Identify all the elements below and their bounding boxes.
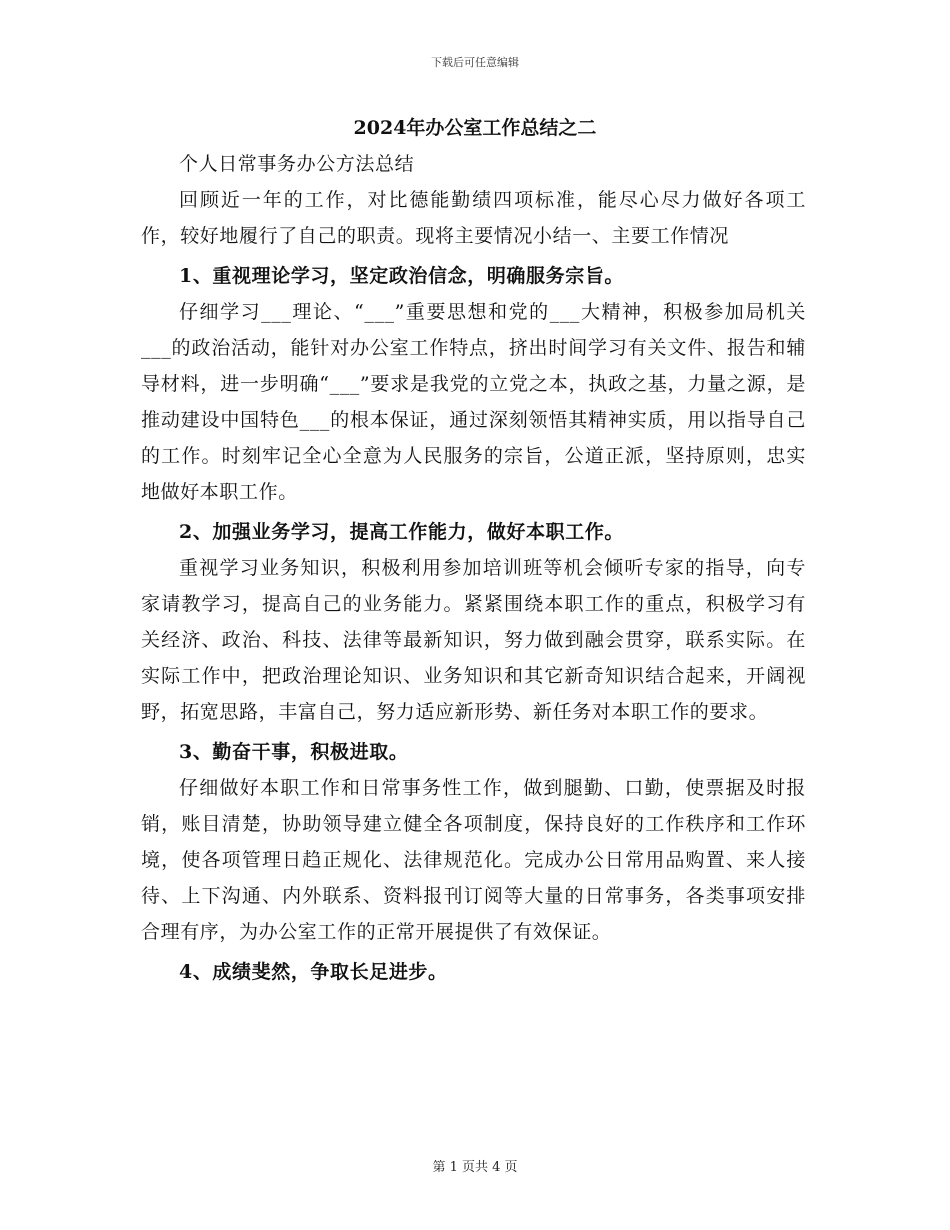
- document-subtitle: 个人日常事务办公方法总结: [179, 153, 415, 175]
- section-body-3: 仔细做好本职工作和日常事务性工作，做到腿勤、口勤，使票据及时报销，账目清楚，协助领导建立健全各项制度，保持良好的工作秩序和工作环境，使各项管理日趋正规化、法律规范化。完成办公日常用品购置、来人接待、上下沟通、内外联系、资料报刊订阅等大量的日常事务，各类事项安排合理有序，为办公室工作的正常开展提供了有效保证。: [141, 777, 806, 943]
- section-body-1: 仔细学习___理论、“___”重要思想和党的___大精神，积极参加局机关___的政治活动，能针对办公室工作特点，挤出时间学习有关文件、报告和辅导材料，进一步明确“___”要求是我党的立党之本，执政之基，力量之源，是推动建设中国特色___的根本保证，通过深刻领悟其精神实质，用以指导自己的工作。时刻牢记全心全意为人民服务的宗旨，公道正派，坚持原则，忠实地做好本职工作。: [141, 301, 806, 503]
- document-body: [141, 146, 806, 990]
- section-heading-4: 4、成绩斐然，争取长足进步。: [179, 961, 448, 983]
- section-heading-2: 2、加强业务学习，提高工作能力，做好本职工作。: [179, 521, 625, 543]
- page-footer: 第 1 页共 4 页: [432, 1160, 518, 1175]
- page-header: 下载后可任意编辑: [431, 56, 519, 69]
- section-body-2: 重视学习业务知识，积极利用参加培训班等机会倾听专家的指导，向专家请教学习，提高自己的业务能力。紧紧围绕本职工作的重点，积极学习有关经济、政治、科技、法律等最新知识，努力做到融会贯穿，联系实际。在实际工作中，把政治理论知识、业务知识和其它新奇知识结合起来，开阔视野，拓宽思路，丰富自己，努力适应新形势、新任务对本职工作的要求。: [141, 557, 806, 723]
- intro-paragraph: 回顾近一年的工作，对比德能勤绩四项标准，能尽心尽力做好各项工作，较好地履行了自己的职责。现将主要情况小结一、主要工作情况: [141, 189, 806, 247]
- section-heading-1: 1、重视理论学习，坚定政治信念，明确服务宗旨。: [179, 265, 625, 287]
- section-heading-3: 3、勤奋干事，积极进取。: [179, 741, 409, 763]
- document-title: 2024年办公室工作总结之二: [353, 117, 597, 139]
